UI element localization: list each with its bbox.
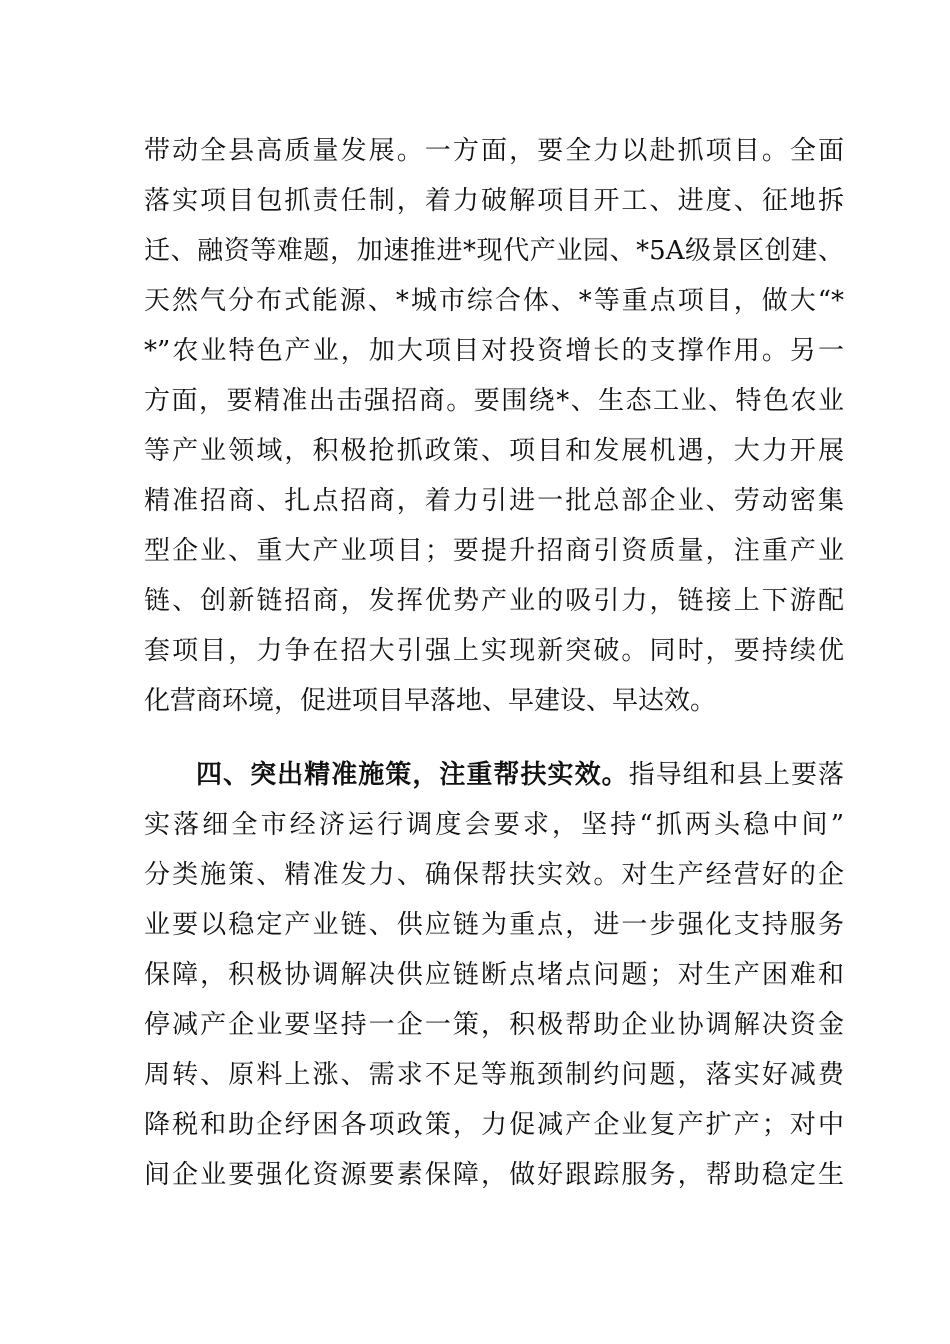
paragraph-gap — [144, 726, 844, 750]
text-line: 带动全县高质量发展。一方面，要全力以赴抓项目。全面 — [144, 136, 844, 166]
paragraph-1 — [144, 126, 844, 726]
text-line: 迁、融资等难题，加速推进*现代产业园、*5A级景区创建、 — [144, 236, 844, 266]
text-line: 链、创新链招商，发挥优势产业的吸引力，链接上下游配 — [144, 586, 844, 616]
text-line: 化营商环境，促进项目早落地、早建设、早达效。 — [144, 686, 717, 716]
text-line: 周转、原料上涨、需求不足等瓶颈制约问题，落实好减费 — [144, 1060, 844, 1090]
document-body — [144, 126, 844, 1200]
text-line: 天然气分布式能源、*城市综合体、*等重点项目，做大“* — [144, 286, 844, 316]
text-line: 等产业领域，积极抢抓政策、项目和发展机遇，大力开展 — [144, 436, 844, 466]
text-line: 保障，积极协调解决供应链断点堵点问题；对生产困难和 — [144, 960, 844, 990]
text-line: *”农业特色产业，加大项目对投资增长的支撑作用。另一 — [144, 336, 844, 366]
text-line: 型企业、重大产业项目；要提升招商引资质量，注重产业 — [144, 536, 844, 566]
heading-line-rest: 指导组和县上要落 — [628, 760, 844, 790]
section-heading: 四、突出精准施策，注重帮扶实效。 — [196, 760, 629, 790]
text-line: 停减产企业要坚持一企一策，积极帮助企业协调解决资金 — [144, 1010, 844, 1040]
paragraph-2 — [144, 750, 844, 1200]
text-line: 落实项目包抓责任制，着力破解项目开工、进度、征地拆 — [144, 186, 844, 216]
text-line: 降税和助企纾困各项政策，力促减产企业复产扩产；对中 — [144, 1110, 844, 1140]
text-line — [144, 750, 844, 800]
text-line: 分类施策、精准发力、确保帮扶实效。对生产经营好的企 — [144, 860, 844, 890]
text-line: 套项目，力争在招大引强上实现新突破。同时，要持续优 — [144, 636, 844, 666]
text-line: 业要以稳定产业链、供应链为重点，进一步强化支持服务 — [144, 910, 844, 940]
text-line: 实落细全市经济运行调度会要求，坚持“抓两头稳中间” — [144, 810, 844, 840]
text-line: 间企业要强化资源要素保障，做好跟踪服务，帮助稳定生 — [144, 1160, 844, 1190]
text-line: 方面，要精准出击强招商。要围绕*、生态工业、特色农业 — [144, 386, 844, 416]
text-line: 精准招商、扎点招商，着力引进一批总部企业、劳动密集 — [144, 486, 844, 516]
